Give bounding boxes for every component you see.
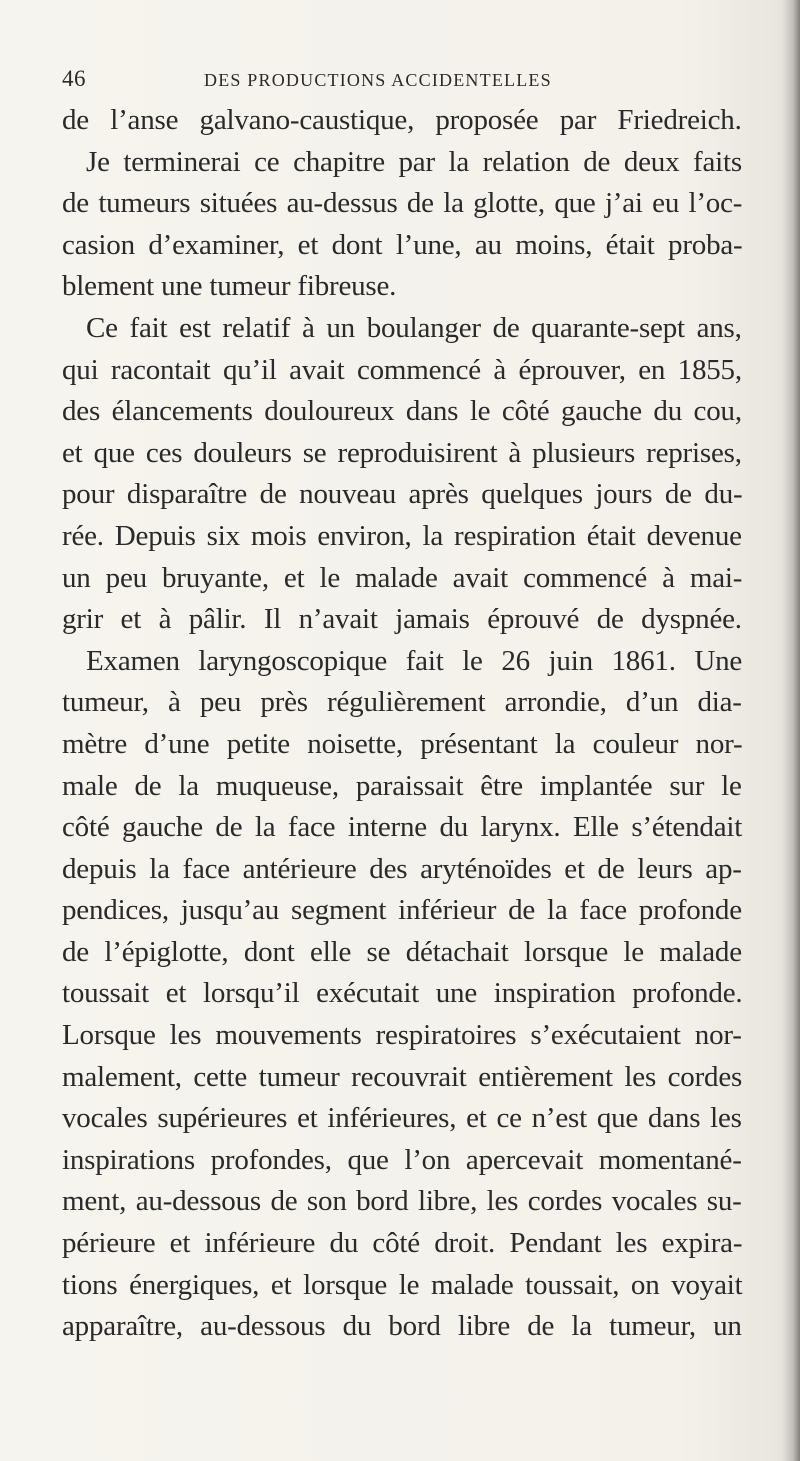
text-line: pour disparaître de nouveau après quelques jours de du- bbox=[62, 478, 743, 511]
text-line: casion d’examiner, et dont l’une, au moins, était proba- bbox=[62, 228, 743, 261]
text-line: et que ces douleurs se reproduisirent à plusieurs reprises, bbox=[62, 436, 742, 469]
page-number: 46 bbox=[62, 66, 86, 91]
running-head bbox=[62, 66, 742, 96]
text-line: male de la muqueuse, paraissait être implantée sur le bbox=[62, 769, 742, 802]
text-line: un peu bruyante, et le malade avait commencé à mai- bbox=[62, 561, 743, 594]
text-line: inspirations profondes, que l’on apercevait momentané- bbox=[62, 1143, 742, 1176]
text-line: malement, cette tumeur recouvrait entièrement les cordes bbox=[62, 1060, 743, 1093]
text-line: toussait et lorsqu’il exécutait une inspiration profonde. bbox=[62, 977, 743, 1010]
text-line: grir et à pâlir. Il n’avait jamais éprouvé de dyspnée. bbox=[62, 603, 742, 636]
text-line: mètre d’une petite noisette, présentant la couleur nor- bbox=[62, 727, 743, 760]
text-line: depuis la face antérieure des aryténoïdes et de leurs ap- bbox=[62, 852, 742, 885]
text-line: qui racontait qu’il avait commencé à éprouver, en 1855, bbox=[62, 353, 742, 386]
body-text bbox=[62, 100, 742, 1348]
text-line: Ce fait est relatif à un boulanger de quarante-sept ans, bbox=[86, 311, 742, 344]
text-line: Lorsque les mouvements respiratoires s’exécutaient nor- bbox=[62, 1019, 742, 1052]
text-line: vocales supérieures et inférieures, et ce n’est que dans les bbox=[62, 1102, 742, 1135]
text-line: des élancements douloureux dans le côté gauche du cou, bbox=[62, 395, 742, 428]
running-title: DES PRODUCTIONS ACCIDENTELLES bbox=[204, 70, 552, 90]
page-edge-shadow bbox=[782, 0, 800, 1461]
text-line: rée. Depuis six mois environ, la respiration était devenue bbox=[62, 519, 742, 552]
text-line: ment, au-dessous de son bord libre, les cordes vocales su- bbox=[62, 1185, 742, 1218]
text-line: côté gauche de la face interne du larynx. Elle s’étendait bbox=[62, 811, 743, 844]
text-line: de tumeurs situées au-dessus de la glotte, que j’ai eu l’oc- bbox=[62, 187, 743, 220]
text-line: de l’épiglotte, dont elle se détachait lorsque le malade bbox=[62, 935, 742, 968]
text-line: tions énergiques, et lorsque le malade toussait, on voyait bbox=[62, 1268, 743, 1301]
text-line: tumeur, à peu près régulièrement arrondie, d’un dia- bbox=[62, 686, 742, 719]
text-line: Je terminerai ce chapitre par la relation de deux faits bbox=[86, 145, 742, 178]
text-line: apparaître, au-dessous du bord libre de la tumeur, un bbox=[62, 1310, 742, 1343]
text-line: pendices, jusqu’au segment inférieur de la face profonde bbox=[62, 894, 742, 927]
text-line: périeure et inférieure du côté droit. Pendant les expira- bbox=[62, 1227, 743, 1260]
text-line: de l’anse galvano-caustique, proposée par Friedreich. bbox=[62, 104, 742, 136]
text-line: blement une tumeur fibreuse. bbox=[62, 270, 397, 303]
text-line: Examen laryngoscopique fait le 26 juin 1861. Une bbox=[86, 644, 743, 677]
